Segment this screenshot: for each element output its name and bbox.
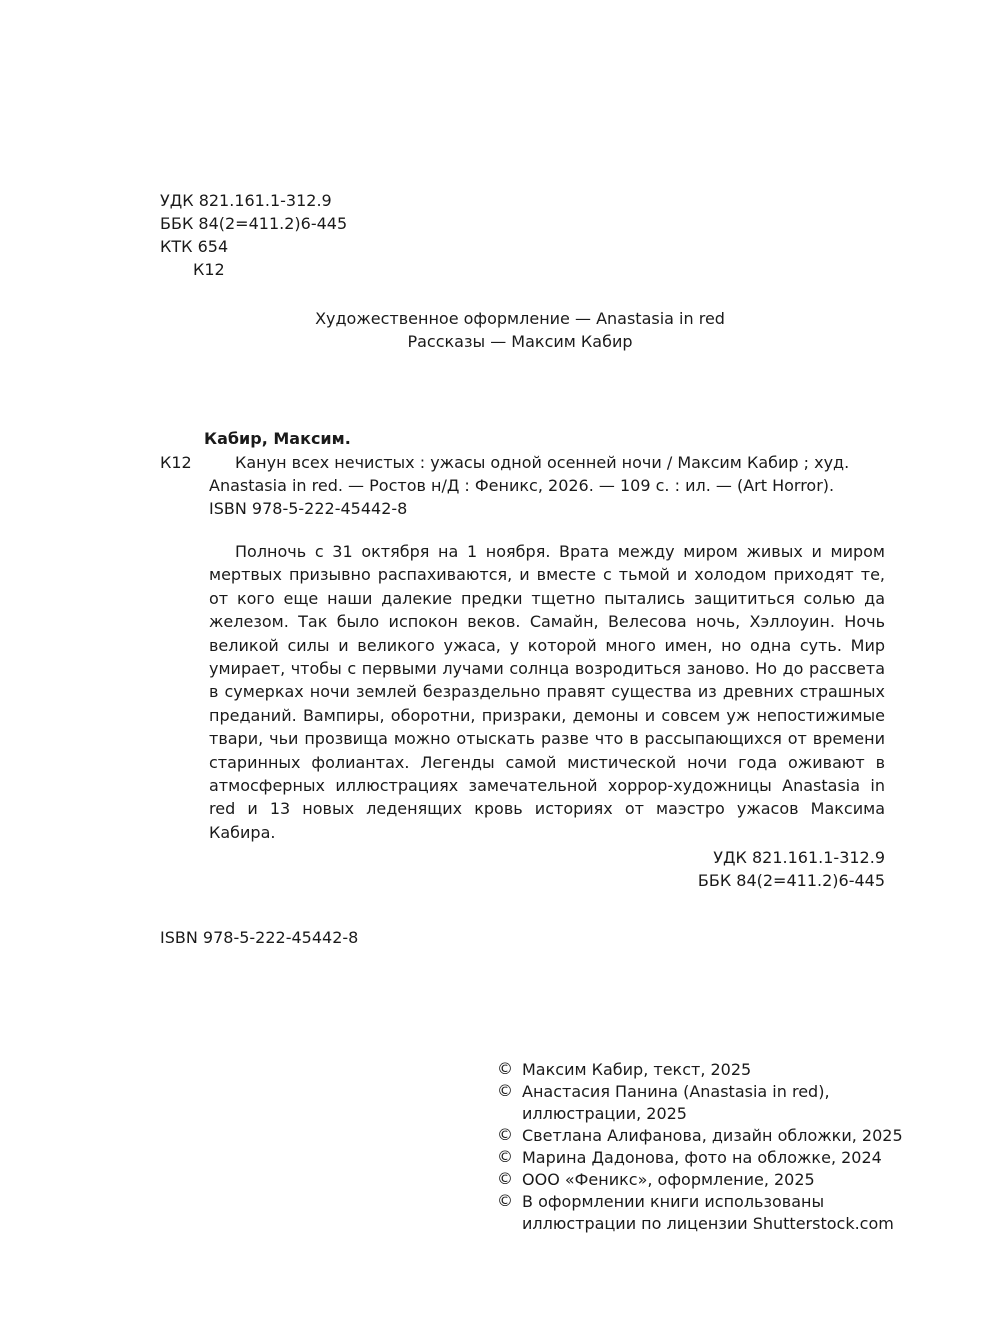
copyright-line: иллюстрации по лицензии Shutterstock.com [522,1214,894,1233]
copyright-icon: © [497,1169,513,1188]
bibliographic-author-mark: К12 [160,453,192,472]
bbk-code: ББК 84(2=411.2)6-445 [160,214,348,233]
copyright-list [497,1058,903,1234]
ktk-code: КТК 654 [160,237,229,256]
copyright-text [522,1124,903,1146]
copyright-item [497,1124,903,1146]
copyright-line: иллюстрации, 2025 [522,1104,687,1123]
credits-block [0,307,1000,353]
copyright-line: Анастасия Панина (Anastasia in red), [522,1082,830,1101]
classification-block-top [160,189,347,281]
bbk-code-bottom: ББК 84(2=411.2)6-445 [697,871,885,890]
copyright-text [522,1058,751,1080]
copyright-line: Светлана Алифанова, дизайн обложки, 2025 [522,1126,903,1145]
bibliographic-line-imprint: Anastasia in red. — Ростов н/Д : Феникс, 2026. — 109 с. : ил. — (Art Horror). [209,476,835,495]
copyright-text [522,1190,894,1234]
isbn: ISBN 978-5-222-45442-8 [160,928,359,947]
copyright-text [522,1146,882,1168]
copyright-item [497,1190,903,1234]
udk-code-bottom: УДК 821.161.1-312.9 [713,848,885,867]
copyright-text [522,1080,830,1124]
author-mark: К12 [193,260,225,279]
copyright-icon: © [497,1081,513,1100]
copyright-item [497,1080,903,1124]
copyright-text [522,1168,815,1190]
copyright-icon: © [497,1059,513,1078]
stories-credit: Рассказы — Максим Кабир [407,332,633,351]
bibliographic-line-isbn: ISBN 978-5-222-45442-8 [209,499,408,518]
author-heading: Кабир, Максим. [204,429,351,448]
annotation-paragraph: Полночь с 31 октября на 1 ноября. Врата между миром живых и миром мертвых призывно распахиваются, и вместе с тьмой и холодом приходят те, от кого еще наши далекие предки тщетно пытались защититься солью да железом. Так было испокон веков. Самайн, Велесова ночь, Хэллоуин. Ночь великой силы и великого ужаса, у которой много имен, но одна суть. Мир умирает, чтобы с первыми лучами солнца возродиться заново. Но до рассвета в сумерках ночи землей безраздельно правят существа из древних страшных преданий. Вампиры, оборотни, призраки, демоны и совсем уж непостижимые твари, чьи прозвища можно отыскать разве что в рассыпающихся от времени старинных фолиантах. Легенды самой мистической ночи года оживают в атмосферных иллюстрациях замечательной хоррор-художницы Anastasia in red и 13 новых леденящих кровь историях от маэстро ужасов Максима Кабира. [209,542,885,842]
copyright-item [497,1146,903,1168]
copyright-item [497,1058,903,1080]
design-credit: Художественное оформление — Anastasia in red [315,309,725,328]
copyright-line: Марина Дадонова, фото на обложке, 2024 [522,1148,882,1167]
copyright-line: ООО «Феникс», оформление, 2025 [522,1170,815,1189]
copyright-line: В оформлении книги использованы [522,1192,825,1211]
classification-block-bottom [600,846,885,892]
copyright-line: Максим Кабир, текст, 2025 [522,1060,752,1079]
bibliographic-line-title: Канун всех нечистых : ужасы одной осенней ночи / Максим Кабир ; худ. [235,453,850,472]
copyright-icon: © [497,1191,513,1210]
copyright-icon: © [497,1147,513,1166]
copyright-icon: © [497,1125,513,1144]
copyright-item [497,1168,903,1190]
udk-code: УДК 821.161.1-312.9 [160,191,332,210]
bibliographic-record [209,451,850,520]
